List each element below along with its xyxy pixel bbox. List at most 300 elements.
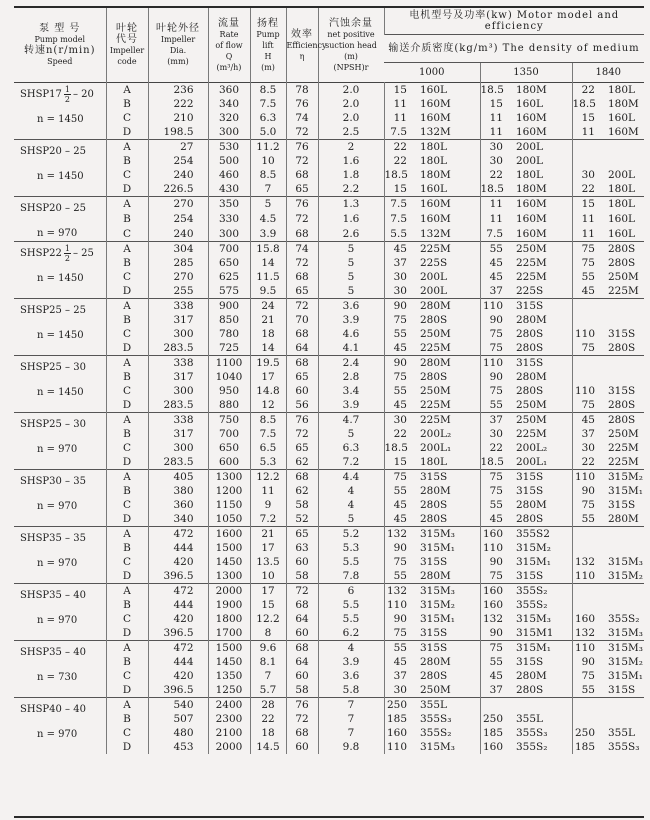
npsh: 7.2 — [318, 455, 384, 470]
impeller-code: B — [106, 484, 148, 498]
power-1000: 37 — [384, 669, 410, 683]
power-1000: 7.5 — [384, 212, 410, 227]
pump-model — [20, 197, 106, 221]
pump-speed: n = 1450 — [37, 114, 84, 125]
flow-rate: 360 — [208, 83, 250, 98]
impeller-code: D — [106, 512, 148, 527]
impeller-dia: 283.5 — [148, 455, 208, 470]
motor-1840: 225M — [608, 456, 639, 468]
motor-1000: 280S — [420, 670, 448, 682]
flow-rate: 1800 — [208, 612, 250, 626]
flow-rate: 780 — [208, 327, 250, 341]
power-1350: 15 — [480, 97, 506, 111]
npsh: 4.7 — [318, 413, 384, 428]
impeller-code: C — [106, 612, 148, 626]
power-1000: 110 — [384, 740, 410, 754]
pump-performance-table — [14, 8, 644, 754]
motor-1840: 180M — [608, 98, 639, 110]
motor-1840: 315S — [608, 385, 636, 397]
pump-lift: 10 — [250, 154, 286, 168]
efficiency: 72 — [286, 125, 318, 140]
power-1000: 45 — [384, 655, 410, 669]
motor-1000: 315M₃ — [420, 585, 456, 597]
impeller-dia: 270 — [148, 197, 208, 212]
power-1350: 18.5 — [480, 182, 506, 197]
motor-1350: 200L₁ — [516, 456, 548, 468]
efficiency: 74 — [286, 111, 318, 125]
header-npsh: 汽蚀余量 net positive suction head (m) (NPSH)r — [318, 8, 384, 83]
pump-lift: 11.2 — [250, 140, 286, 155]
motor-1350: 160L — [516, 98, 544, 110]
impeller-code: C — [106, 726, 148, 740]
pump-lift: 6.5 — [250, 441, 286, 455]
impeller-code: A — [106, 299, 148, 314]
table-row — [14, 341, 644, 356]
flow-rate: 2100 — [208, 726, 250, 740]
motor-1000: 280M — [420, 570, 451, 582]
impeller-code: B — [106, 712, 148, 726]
npsh: 2.0 — [318, 83, 384, 98]
table-row — [14, 284, 644, 299]
power-1840 — [572, 698, 598, 713]
motor-1350: 315M₃ — [516, 613, 552, 625]
table-row — [14, 512, 644, 527]
pump-model — [20, 83, 106, 107]
motor-1000: 160M — [420, 198, 451, 211]
motor-1840: 315M₁ — [608, 485, 644, 497]
motor-1000: 225S — [420, 257, 448, 269]
motor-1350: 200L₂ — [516, 442, 548, 454]
table-row — [14, 182, 644, 197]
impeller-code: C — [106, 441, 148, 455]
power-1000: 90 — [384, 541, 410, 555]
impeller-code: C — [106, 111, 148, 125]
table-row — [14, 370, 644, 384]
power-1000: 90 — [384, 356, 410, 371]
efficiency: 65 — [286, 284, 318, 299]
motor-1350: 280M — [516, 499, 547, 511]
power-1000: 30 — [384, 284, 410, 299]
efficiency: 72 — [286, 256, 318, 270]
power-1840: 11 — [572, 226, 598, 241]
efficiency: 58 — [286, 683, 318, 698]
power-1840: 75 — [572, 398, 598, 413]
pump-lift: 7.5 — [250, 427, 286, 441]
power-1840: 45 — [572, 284, 598, 299]
efficiency: 64 — [286, 341, 318, 356]
impeller-code: A — [106, 527, 148, 542]
power-1350: 11 — [480, 125, 506, 140]
motor-1000: 280S — [420, 513, 448, 525]
power-1350: 110 — [480, 299, 506, 314]
power-1350: 45 — [480, 256, 506, 270]
power-1350: 90 — [480, 370, 506, 384]
impeller-dia: 283.5 — [148, 398, 208, 413]
impeller-code: B — [106, 655, 148, 669]
impeller-code: D — [106, 740, 148, 754]
pump-lift: 9.6 — [250, 641, 286, 656]
impeller-dia: 444 — [148, 598, 208, 612]
header-impeller-code: 叶轮 代号 Impeller code — [106, 8, 148, 83]
motor-1840: 315S — [608, 328, 636, 340]
table-row — [14, 384, 644, 398]
motor-1000: 225M — [420, 399, 451, 411]
motor-1350: 250M — [516, 414, 547, 426]
flow-rate: 1050 — [208, 512, 250, 527]
pump-lift: 14.8 — [250, 384, 286, 398]
motor-1350: 160M — [516, 126, 547, 138]
pump-model-prefix: SHSP20 – 25 — [20, 146, 86, 157]
table-row — [14, 413, 644, 428]
motor-1350: 315M₁ — [516, 642, 552, 654]
pump-lift: 18 — [250, 327, 286, 341]
impeller-code: D — [106, 284, 148, 299]
motor-1000: 250M — [420, 684, 451, 696]
flow-rate: 1100 — [208, 356, 250, 371]
power-1350: 160 — [480, 598, 506, 612]
npsh: 5 — [318, 242, 384, 257]
impeller-dia: 360 — [148, 498, 208, 512]
power-1350: 55 — [480, 398, 506, 413]
power-1000: 30 — [384, 683, 410, 698]
pump-speed: n = 730 — [37, 672, 78, 683]
pump-model — [20, 413, 106, 437]
impeller-code: A — [106, 242, 148, 257]
power-1000: 11 — [384, 111, 410, 125]
table-row — [14, 140, 644, 155]
npsh: 6 — [318, 584, 384, 599]
motor-1000: 315S — [420, 642, 448, 654]
power-1350: 75 — [480, 470, 506, 485]
impeller-code: B — [106, 256, 148, 270]
npsh: 4 — [318, 498, 384, 512]
table-row — [14, 168, 644, 182]
impeller-dia: 420 — [148, 669, 208, 683]
efficiency: 74 — [286, 242, 318, 257]
pump-model-prefix: SHSP35 – 35 — [20, 533, 86, 544]
flow-rate: 2400 — [208, 698, 250, 713]
pump-model-cell — [14, 299, 106, 356]
pump-lift: 11 — [250, 484, 286, 498]
flow-rate: 460 — [208, 168, 250, 182]
impeller-code: B — [106, 97, 148, 111]
pump-model — [20, 527, 106, 551]
power-1350: 7.5 — [480, 226, 506, 241]
power-1350: 160 — [480, 740, 506, 754]
impeller-dia: 317 — [148, 370, 208, 384]
power-1000: 75 — [384, 470, 410, 485]
power-1000: 55 — [384, 484, 410, 498]
motor-1840: 315M₃ — [608, 556, 644, 568]
npsh: 2.2 — [318, 182, 384, 197]
motor-1000: 160M — [420, 98, 451, 110]
power-1000: 55 — [384, 641, 410, 656]
motor-1840: 180L — [608, 183, 636, 195]
power-1840: 110 — [572, 641, 598, 656]
pump-model-prefix: SHSP35 – 40 — [20, 647, 86, 658]
pump-lift: 5.3 — [250, 455, 286, 470]
pump-group — [14, 413, 644, 470]
power-1350: 37 — [480, 284, 506, 299]
power-1000: 18.5 — [384, 168, 410, 182]
efficiency: 72 — [286, 154, 318, 168]
impeller-code: A — [106, 413, 148, 428]
impeller-code: D — [106, 125, 148, 140]
flow-rate: 1700 — [208, 626, 250, 641]
npsh: 5 — [318, 256, 384, 270]
impeller-dia: 300 — [148, 384, 208, 398]
impeller-code: B — [106, 370, 148, 384]
power-1840: 22 — [572, 455, 598, 470]
power-1840: 45 — [572, 413, 598, 428]
power-1840: 132 — [572, 555, 598, 569]
impeller-dia: 240 — [148, 226, 208, 241]
impeller-dia: 283.5 — [148, 341, 208, 356]
fraction-denominator: 2 — [64, 254, 70, 263]
table-header — [14, 8, 644, 83]
motor-1350: 180L — [516, 169, 544, 181]
impeller-dia: 396.5 — [148, 569, 208, 584]
efficiency: 68 — [286, 726, 318, 740]
table-row — [14, 154, 644, 168]
motor-1840 — [598, 356, 644, 371]
npsh: 7 — [318, 698, 384, 713]
motor-1000: 315M₃ — [420, 528, 456, 540]
impeller-code: D — [106, 455, 148, 470]
pump-model-cell — [14, 641, 106, 698]
motor-1840: 280S — [608, 414, 636, 426]
motor-1000: 355S₂ — [420, 727, 452, 739]
flow-rate: 330 — [208, 212, 250, 227]
pump-lift: 7.5 — [250, 97, 286, 111]
motor-1000: 355L — [420, 699, 448, 711]
power-1840: 18.5 — [572, 97, 598, 111]
power-1000: 75 — [384, 313, 410, 327]
table-row — [14, 299, 644, 314]
power-1000: 75 — [384, 370, 410, 384]
pump-lift: 15.8 — [250, 242, 286, 257]
efficiency: 72 — [286, 712, 318, 726]
motor-1840: 225M — [608, 285, 639, 297]
power-1840 — [572, 541, 598, 555]
power-1840: 110 — [572, 470, 598, 485]
header-flow: 流量 Rate of flow Q (m³/h) — [208, 8, 250, 83]
power-1350: 160 — [480, 584, 506, 599]
motor-1000: 160L — [420, 84, 448, 96]
power-1350: 250 — [480, 712, 506, 726]
flow-rate: 1500 — [208, 641, 250, 656]
flow-rate: 530 — [208, 140, 250, 155]
power-1840 — [572, 140, 598, 155]
header-efficiency: 效率 Efficiency η — [286, 8, 318, 83]
power-1000: 55 — [384, 327, 410, 341]
motor-1000: 225M — [420, 243, 451, 255]
power-1350: 37 — [480, 683, 506, 698]
motor-1840 — [598, 370, 644, 384]
power-1840: 11 — [572, 212, 598, 227]
pump-lift: 7.2 — [250, 512, 286, 527]
table-row — [14, 83, 644, 98]
model-fraction — [64, 244, 71, 263]
pump-speed: n = 1450 — [37, 273, 84, 284]
pump-lift: 21 — [250, 527, 286, 542]
npsh: 2.0 — [318, 111, 384, 125]
power-1350: 45 — [480, 270, 506, 284]
impeller-dia: 198.5 — [148, 125, 208, 140]
npsh: 5 — [318, 427, 384, 441]
pump-lift: 8 — [250, 626, 286, 641]
table-row — [14, 470, 644, 485]
npsh: 3.9 — [318, 313, 384, 327]
motor-1840: 355L — [608, 727, 636, 739]
pump-lift: 14 — [250, 256, 286, 270]
npsh: 1.3 — [318, 197, 384, 212]
pump-model-prefix: SHSP30 – 35 — [20, 476, 86, 487]
flow-rate: 880 — [208, 398, 250, 413]
power-1350: 75 — [480, 327, 506, 341]
flow-rate: 500 — [208, 154, 250, 168]
pump-model-prefix: SHSP25 – 25 — [20, 305, 86, 316]
impeller-code: B — [106, 212, 148, 227]
impeller-dia: 270 — [148, 270, 208, 284]
flow-rate: 700 — [208, 242, 250, 257]
power-1000: 45 — [384, 398, 410, 413]
motor-1840 — [598, 154, 644, 168]
motor-1000: 355S₃ — [420, 713, 452, 725]
motor-1000: 200L — [420, 285, 448, 297]
motor-1840: 315S — [608, 684, 636, 696]
table-row — [14, 356, 644, 371]
power-1000: 7.5 — [384, 197, 410, 212]
motor-1350: 160M — [516, 212, 547, 225]
power-1000: 15 — [384, 182, 410, 197]
motor-1000: 280M — [420, 357, 451, 369]
motor-1350: 160M — [516, 198, 547, 211]
motor-1840: 280S — [608, 243, 636, 255]
motor-1350: 315S — [516, 656, 544, 668]
table-row — [14, 726, 644, 740]
motor-1350: 355L — [516, 713, 544, 725]
power-1350: 45 — [480, 669, 506, 683]
pump-lift: 22 — [250, 712, 286, 726]
flow-rate: 1150 — [208, 498, 250, 512]
impeller-dia: 338 — [148, 413, 208, 428]
power-1350: 160 — [480, 527, 506, 542]
pump-lift: 24 — [250, 299, 286, 314]
power-1350: 30 — [480, 140, 506, 155]
power-1350: 45 — [480, 512, 506, 527]
motor-1000: 315S — [420, 556, 448, 568]
power-1000: 11 — [384, 97, 410, 111]
motor-1000: 180L — [420, 141, 448, 153]
pump-lift: 5.0 — [250, 125, 286, 140]
motor-1840 — [598, 299, 644, 314]
motor-1840: 250M — [608, 428, 639, 440]
flow-rate: 575 — [208, 284, 250, 299]
power-1840: 30 — [572, 168, 598, 182]
table-row — [14, 111, 644, 125]
impeller-dia: 338 — [148, 356, 208, 371]
power-1840: 75 — [572, 242, 598, 257]
power-1350: 22 — [480, 441, 506, 455]
pump-lift: 12.2 — [250, 612, 286, 626]
power-1000: 45 — [384, 498, 410, 512]
efficiency: 64 — [286, 655, 318, 669]
table-row — [14, 484, 644, 498]
table-row — [14, 669, 644, 683]
motor-1840 — [598, 541, 644, 555]
power-1350: 110 — [480, 356, 506, 371]
flow-rate: 1300 — [208, 569, 250, 584]
power-1840: 185 — [572, 740, 598, 754]
npsh: 4 — [318, 641, 384, 656]
motor-1840: 180L — [608, 84, 636, 96]
table-row — [14, 612, 644, 626]
impeller-code: A — [106, 356, 148, 371]
motor-1000: 315M₁ — [420, 613, 456, 625]
power-1350: 37 — [480, 413, 506, 428]
power-1350: 18.5 — [480, 455, 506, 470]
pump-lift: 5.7 — [250, 683, 286, 698]
pump-lift: 17 — [250, 541, 286, 555]
efficiency: 76 — [286, 413, 318, 428]
efficiency: 62 — [286, 455, 318, 470]
table-row — [14, 498, 644, 512]
power-1350: 75 — [480, 569, 506, 584]
motor-1000: 160M — [420, 112, 451, 124]
impeller-dia: 444 — [148, 541, 208, 555]
impeller-dia: 210 — [148, 111, 208, 125]
efficiency: 65 — [286, 370, 318, 384]
table-row — [14, 541, 644, 555]
efficiency: 60 — [286, 555, 318, 569]
efficiency: 68 — [286, 327, 318, 341]
pump-model-suffix: – 25 — [72, 248, 94, 259]
flow-rate: 1350 — [208, 669, 250, 683]
impeller-dia: 380 — [148, 484, 208, 498]
impeller-code: C — [106, 168, 148, 182]
power-1350: 55 — [480, 242, 506, 257]
npsh: 1.6 — [318, 212, 384, 227]
table-row — [14, 270, 644, 284]
impeller-dia: 340 — [148, 512, 208, 527]
power-1350: 132 — [480, 612, 506, 626]
power-1840 — [572, 154, 598, 168]
pump-lift: 10 — [250, 569, 286, 584]
power-1840: 110 — [572, 384, 598, 398]
npsh: 2.4 — [318, 356, 384, 371]
impeller-dia: 396.5 — [148, 683, 208, 698]
impeller-code: B — [106, 598, 148, 612]
table-row — [14, 327, 644, 341]
pump-model-prefix: SHSP25 – 30 — [20, 362, 86, 373]
efficiency: 76 — [286, 97, 318, 111]
power-1000: 15 — [384, 83, 410, 98]
motor-1840 — [598, 140, 644, 155]
impeller-dia: 300 — [148, 327, 208, 341]
motor-1840: 200L — [608, 169, 636, 181]
power-1000: 110 — [384, 598, 410, 612]
efficiency: 68 — [286, 598, 318, 612]
table-row — [14, 197, 644, 212]
pump-model-prefix: SHSP25 – 30 — [20, 419, 86, 430]
table-row — [14, 313, 644, 327]
efficiency: 76 — [286, 698, 318, 713]
efficiency: 58 — [286, 569, 318, 584]
impeller-dia: 396.5 — [148, 626, 208, 641]
npsh: 5 — [318, 512, 384, 527]
flow-rate: 300 — [208, 125, 250, 140]
